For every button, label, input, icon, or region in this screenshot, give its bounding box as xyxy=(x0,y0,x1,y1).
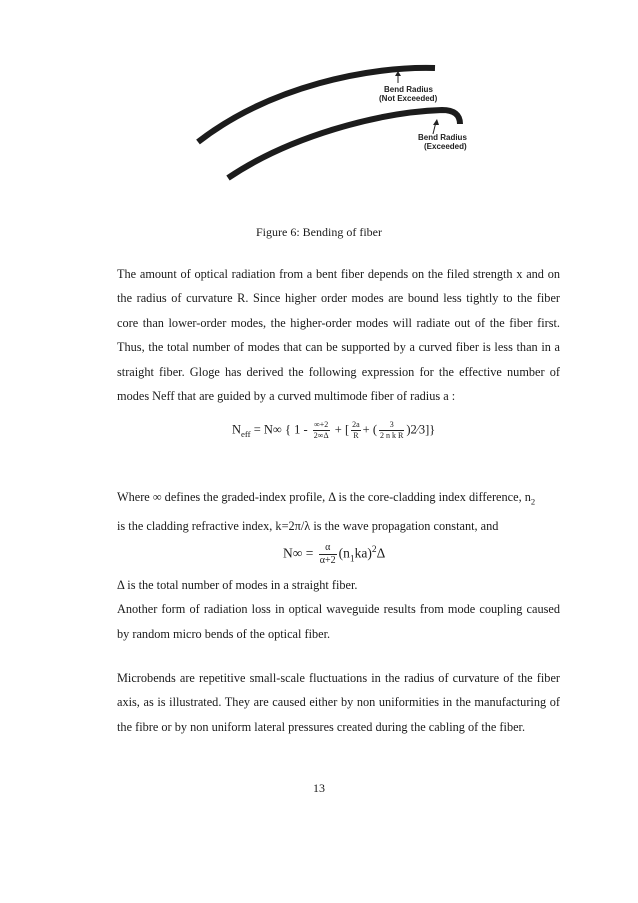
bent-fiber-outer xyxy=(198,68,435,142)
label-exceeded-line2: (Exceeded) xyxy=(424,142,467,151)
fiber-bending-figure xyxy=(180,56,480,186)
paragraph-bending-loss: The amount of optical radiation from a bent fiber depends on the filed strength x and on the radius of curvature R. Since higher order modes are bound less tightly to the fiber core than lower-order modes, the higher-order modes will radiate out of the fiber first. Thus, the total number of modes that can be supported by a curved fiber is less than in a straight fiber. Gloge has derived the following expression for the effective number of modes Neff that are guided by a curved multimode fiber of radius a : xyxy=(117,267,560,404)
label-exceeded-line1: Bend Radius xyxy=(418,133,467,142)
equation-neff: $N_{eff} = N\infty$ { 1 - $\frac{\infty+2}{2\infty\Delta}$ + [ $\frac{2a}{R}$ + ( $\frac{3}{\text{2 n k R}}$ )2⁄3]} xyxy=(232,420,436,440)
paragraph-microbends-intro: Δ is the total number of modes in a straight fiber. Another form of radiation loss in optical waveguide results from mode coupling caused by random micro bends of the optical fiber. xyxy=(117,578,560,641)
page-number: 13 xyxy=(313,781,325,795)
paragraph-microbends: Microbends are repetitive small-scale fluctuations in the radius of curvature of the fiber axis, as is illustrated. They are caused either by non uniformities in the manufacturing of the fibre or by non uniform lateral pressures created during the cabling of the fiber. xyxy=(117,671,560,734)
label-not-exceeded-line2: (Not Exceeded) xyxy=(379,94,438,103)
figure-caption: Figure 6: Bending of fiber xyxy=(256,225,382,239)
label-not-exceeded-line1: Bend Radius xyxy=(384,85,433,94)
equation-ninf: N∞ = $\frac{\alpha}{\alpha+2}$ $(n_1ka)^2\Delta$ xyxy=(283,542,386,566)
paragraph-definitions: Where ∞ defines the graded-index profile, Δ is the core-cladding index difference, $n_2$ is the cladding refractive index, k=2π/λ is the wave propagation constant, and xyxy=(117,490,536,533)
